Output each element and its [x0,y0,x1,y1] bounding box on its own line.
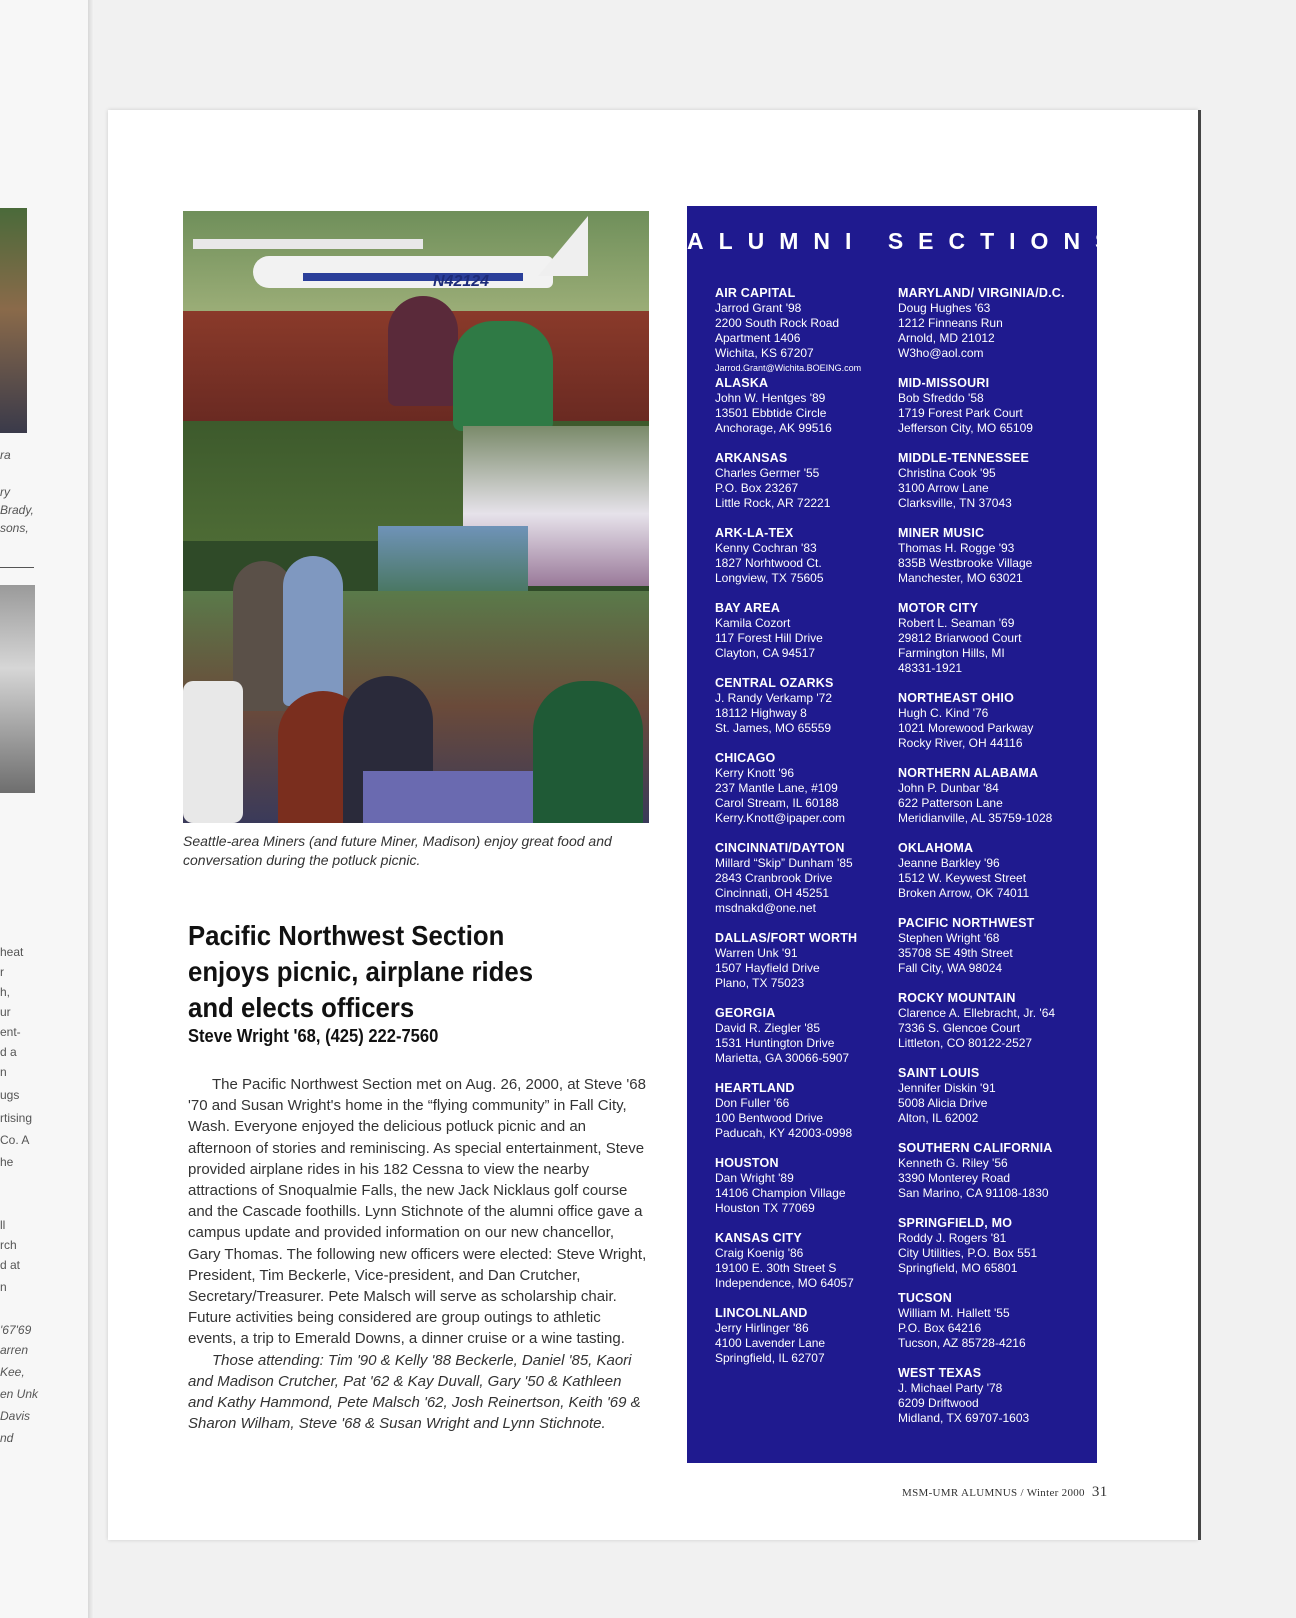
section-contact-line: Littleton, CO 80122-2527 [898,1036,1033,1050]
sections-column-left [715,286,905,1381]
section-contact-line: 6209 Driftwood [898,1396,979,1410]
section-name: GEORGIA [715,1006,776,1020]
facing-page-fragment: d a [0,1045,17,1059]
section-name: LINCOLNLAND [715,1306,808,1320]
section-name: BAY AREA [715,601,781,615]
facing-page-fragment: ur [0,1005,11,1019]
section-contact-line: 835B Westbrooke Village [898,556,1033,570]
section-name: OKLAHOMA [898,841,974,855]
section-contact-line: Stephen Wright '68 [898,931,1000,945]
facing-page-fragment: r [0,965,4,979]
section-contact-line: J. Michael Party '78 [898,1381,1003,1395]
section-contact-line: Kerry.Knott@ipaper.com [715,811,846,825]
facing-page-fragment: Co. A [0,1133,30,1147]
section-contact-line: J. Randy Verkamp '72 [715,691,833,705]
section-contact-line: 35708 SE 49th Street [898,946,1013,960]
section-contact-line: 1719 Forest Park Court [898,406,1023,420]
section-contact-line: 4100 Lavender Lane [715,1336,826,1350]
facing-page-fragment: heat [0,945,24,959]
section-contact-line: Farmington Hills, MI [898,646,1005,660]
section-name: ALASKA [715,376,769,390]
section-contact-line: Jarrod Grant '98 [715,301,802,315]
section-name: MARYLAND/ VIRGINIA/D.C. [898,286,1065,300]
section-entry [898,766,1088,841]
section-contact-line: 1212 Finneans Run [898,316,1003,330]
section-name: CENTRAL OZARKS [715,676,834,690]
section-contact-line: Fall City, WA 98024 [898,961,1003,975]
section-contact-line: 14106 Champion Village [715,1186,846,1200]
section-contact-line: Kenny Cochran '83 [715,541,817,555]
section-contact-line: Wichita, KS 67207 [715,346,814,360]
section-name: SAINT LOUIS [898,1066,980,1080]
section-contact-line: 18112 Highway 8 [715,706,807,720]
section-contact-line: San Marino, CA 91108-1830 [898,1186,1049,1200]
section-contact-line: 117 Forest Hill Drive [715,631,823,645]
section-contact-line: Broken Arrow, OK 74011 [898,886,1030,900]
photo-caption: Seattle-area Miners (and future Miner, Madison) enjoy great food and conversation during the potluck picnic. [183,833,612,868]
facing-page-fragment: n [0,1280,7,1294]
section-name: MID-MISSOURI [898,376,990,390]
section-entry [715,1306,905,1381]
section-contact-line: Christina Cook '95 [898,466,996,480]
section-entry [898,841,1088,916]
section-contact-line: Bob Sfreddo '58 [898,391,984,405]
section-entry [898,526,1088,601]
section-contact-line: David R. Ziegler '85 [715,1021,820,1035]
section-contact-line: Longview, TX 75605 [715,571,824,585]
section-contact-line: 1531 Huntington Drive [715,1036,835,1050]
section-name: NORTHEAST OHIO [898,691,1014,705]
facing-page-fragment: ll [0,1218,6,1232]
page-gutter [88,0,94,1618]
section-contact-line: John W. Hentges '89 [715,391,826,405]
facing-page-fragment: ra [0,448,11,462]
facing-page-fragment: en Unk [0,1387,39,1401]
section-entry [715,676,905,751]
facing-page-fragment: nd [0,1431,14,1445]
section-entry [898,691,1088,766]
section-contact-line: Manchester, MO 63021 [898,571,1023,585]
section-name: AIR CAPITAL [715,286,796,300]
section-contact-line: Little Rock, AR 72221 [715,496,831,510]
section-contact-line: 2843 Cranbrook Drive [715,871,833,885]
facing-page-fragment: sons, [0,521,29,535]
section-contact-line: 237 Mantle Lane, #109 [715,781,838,795]
section-contact-line: Apartment 1406 [715,331,801,345]
section-contact-line: Paducah, KY 42003-0998 [715,1126,853,1140]
section-contact-line: Springfield, IL 62707 [715,1351,825,1365]
section-contact-line: City Utilities, P.O. Box 551 [898,1246,1038,1260]
section-contact-line: Jefferson City, MO 65109 [898,421,1033,435]
facing-page-photo-top [0,208,27,433]
section-name: ARKANSAS [715,451,788,465]
section-name: DALLAS/FORT WORTH [715,931,858,945]
section-contact-line: Hugh C. Kind '76 [898,706,989,720]
section-contact-line: Thomas H. Rogge '93 [898,541,1015,555]
section-entry [898,1291,1088,1366]
section-contact-line: Anchorage, AK 99516 [715,421,832,435]
section-contact-line: 1507 Hayfield Drive [715,961,820,975]
section-contact-line: Craig Koenig '86 [715,1246,804,1260]
section-contact-line: Plano, TX 75023 [715,976,805,990]
section-entry [715,1156,905,1231]
section-contact-line: msdnakd@one.net [715,901,816,915]
section-contact-line: Springfield, MO 65801 [898,1261,1018,1275]
facing-page [0,0,90,1618]
section-contact-line: 3100 Arrow Lane [898,481,989,495]
section-name: MINER MUSIC [898,526,985,540]
section-contact-line: 1021 Morewood Parkway [898,721,1034,735]
section-contact-line: Arnold, MD 21012 [898,331,995,345]
section-contact-line: 1827 Norhtwood Ct. [715,556,822,570]
section-name: KANSAS CITY [715,1231,802,1245]
section-contact-line: 100 Bentwood Drive [715,1111,824,1125]
section-contact-line: Cincinnati, OH 45251 [715,886,830,900]
section-entry [715,451,905,526]
section-contact-line: 7336 S. Glencoe Court [898,1021,1021,1035]
section-contact-line: Clarksville, TN 37043 [898,496,1012,510]
facing-page-fragment: ent- [0,1025,21,1039]
facing-page-fragment: rtising [0,1111,33,1125]
section-contact-line: Clarence A. Ellebracht, Jr. '64 [898,1006,1056,1020]
section-name: WEST TEXAS [898,1366,982,1380]
facing-page-rule [0,567,34,568]
section-entry [898,1366,1088,1441]
section-name: TUCSON [898,1291,952,1305]
section-name: MIDDLE-TENNESSEE [898,451,1029,465]
section-entry [715,376,905,451]
section-entry [898,451,1088,526]
section-contact-line: Tucson, AZ 85728-4216 [898,1336,1026,1350]
section-contact-line: Meridianville, AL 35759-1028 [898,811,1053,825]
article-byline: Steve Wright '68, (425) 222-7560 [188,1026,439,1046]
section-name: HOUSTON [715,1156,779,1170]
article-body [188,1074,648,1434]
section-entry [898,1216,1088,1291]
section-contact-line: Jennifer Diskin '91 [898,1081,996,1095]
facing-page-fragment: rch [0,1238,17,1252]
section-entry [898,1141,1088,1216]
alumni-sections-title: ALUMNI SECTIONS [687,228,1126,254]
section-name: PACIFIC NORTHWEST [898,916,1035,930]
section-contact-line: 48331-1921 [898,661,963,675]
facing-page-fragment: '67'69 [0,1323,32,1337]
section-contact-line: Jarrod.Grant@Wichita.BOEING.com [715,363,862,373]
section-contact-line: Doug Hughes '63 [898,301,991,315]
section-entry [715,751,905,841]
section-name: NORTHERN ALABAMA [898,766,1039,780]
section-contact-line: Warren Unk '91 [715,946,798,960]
section-entry [898,601,1088,691]
section-contact-line: 622 Patterson Lane [898,796,1003,810]
section-contact-line: W3ho@aol.com [898,346,984,360]
facing-page-fragment: h, [0,985,11,999]
page-edge [1198,110,1201,1540]
section-contact-line: John P. Dunbar '84 [898,781,999,795]
section-name: SPRINGFIELD, MO [898,1216,1013,1230]
section-contact-line: P.O. Box 23267 [715,481,799,495]
article-headline: Pacific Northwest Section enjoys picnic, airplane rides and elects officers [188,920,534,1023]
facing-page-fragment: Kee, [0,1365,25,1379]
facing-page-fragment: Brady, [0,503,34,517]
section-contact-line: Carol Stream, IL 60188 [715,796,839,810]
footer-publication: MSM-UMR ALUMNUS / Winter 2000 [902,1487,1085,1499]
section-entry [715,526,905,601]
section-entry [898,916,1088,991]
section-entry [715,1006,905,1081]
section-contact-line: 2200 South Rock Road [715,316,840,330]
section-entry [898,376,1088,451]
section-entry [715,931,905,1006]
section-contact-line: Jeanne Barkley '96 [898,856,1000,870]
section-contact-line: Millard “Skip” Dunham '85 [715,856,853,870]
section-contact-line: Jerry Hirlinger '86 [715,1321,809,1335]
section-contact-line: Alton, IL 62002 [898,1111,979,1125]
section-entry [715,601,905,676]
article-paragraph: The Pacific Northwest Section met on Aug. 26, 2000, at Steve '68 '70 and Susan Wright's home in the “flying community” in Fall City, Wash. Everyone enjoyed the delicious potluck picnic and an afternoon of stories and reminiscing. As special entertainment, Steve provided airplane rides in his 182 Cessna to view the nearby attractions of Snoqualmie Falls, the new Jack Nicklaus golf course and the Cascade foothills. Lynn Stichnote of the alumni office gave a campus update and provided information on our new chancellor, Gary Thomas. The following new officers were elected: Steve Wright, President, Tim Beckerle, Vice-president, and Dan Crutcher, Secretary/Treasurer. Pete Malsch will serve as scholarship chair. Future activities being considered are group outings to athletic events, a trip to Emerald Downs, a dinner cruise or a wine tasting. [188,1076,647,1348]
section-entry [715,1081,905,1156]
section-entry [715,841,905,931]
section-entry [898,1066,1088,1141]
sections-column-right [898,286,1088,1441]
facing-page-fragment: Davis [0,1409,31,1423]
facing-page-fragment: ugs [0,1088,20,1102]
section-contact-line: St. James, MO 65559 [715,721,832,735]
section-contact-line: Roddy J. Rogers '81 [898,1231,1007,1245]
section-contact-line: Robert L. Seaman '69 [898,616,1015,630]
facing-page-fragment: he [0,1155,14,1169]
section-name: HEARTLAND [715,1081,795,1095]
section-contact-line: Charles Germer '55 [715,466,820,480]
section-entry [898,286,1088,376]
section-name: SOUTHERN CALIFORNIA [898,1141,1053,1155]
picnic-photo-collage [183,211,649,823]
section-contact-line: Midland, TX 69707-1603 [898,1411,1030,1425]
section-contact-line: Kenneth G. Riley '56 [898,1156,1008,1170]
section-contact-line: Independence, MO 64057 [715,1276,854,1290]
alumni-sections-box [687,206,1126,1463]
aircraft-registration: N42124 [433,273,490,290]
page-footer [902,1484,1108,1501]
section-name: ROCKY MOUNTAIN [898,991,1016,1005]
section-contact-line: 3390 Monterey Road [898,1171,1011,1185]
facing-page-fragment: n [0,1065,7,1079]
section-entry [715,1231,905,1306]
section-contact-line: Don Fuller '66 [715,1096,790,1110]
section-contact-line: William M. Hallett '55 [898,1306,1010,1320]
facing-page-photo-bottom [0,585,35,793]
section-contact-line: Dan Wright '89 [715,1171,794,1185]
section-name: ARK-LA-TEX [715,526,794,540]
page-number: 31 [1091,1484,1108,1500]
facing-page-fragment: d at [0,1258,21,1272]
section-contact-line: 19100 E. 30th Street S [715,1261,837,1275]
facing-page-fragment: ry [0,485,10,499]
section-contact-line: Rocky River, OH 44116 [898,736,1023,750]
section-name: CHICAGO [715,751,776,765]
section-contact-line: Houston TX 77069 [715,1201,815,1215]
section-contact-line: Kerry Knott '96 [715,766,794,780]
section-contact-line: 13501 Ebbtide Circle [715,406,827,420]
section-entry [715,286,905,376]
section-contact-line: Marietta, GA 30066-5907 [715,1051,850,1065]
facing-page-fragment: arren [0,1343,29,1357]
section-contact-line: Clayton, CA 94517 [715,646,816,660]
section-contact-line: P.O. Box 64216 [898,1321,982,1335]
section-entry [898,991,1088,1066]
section-name: CINCINNATI/DAYTON [715,841,845,855]
section-name: MOTOR CITY [898,601,979,615]
section-contact-line: 29812 Briarwood Court [898,631,1022,645]
attendees-paragraph: Those attending: Tim '90 & Kelly '88 Beckerle, Daniel '85, Kaori and Madison Crutcher, Pat '62 & Kay Duvall, Gary '50 & Kathleen and Kathy Hammond, Pete Malsch '62, Josh Reinertson, Keith '69 & Sharon Wilham, Steve '68 & Susan Wright and Lynn Stichnote. [188,1351,641,1433]
section-contact-line: 5008 Alicia Drive [898,1096,988,1110]
section-contact-line: Kamila Cozort [715,616,791,630]
section-contact-line: 1512 W. Keywest Street [898,871,1027,885]
